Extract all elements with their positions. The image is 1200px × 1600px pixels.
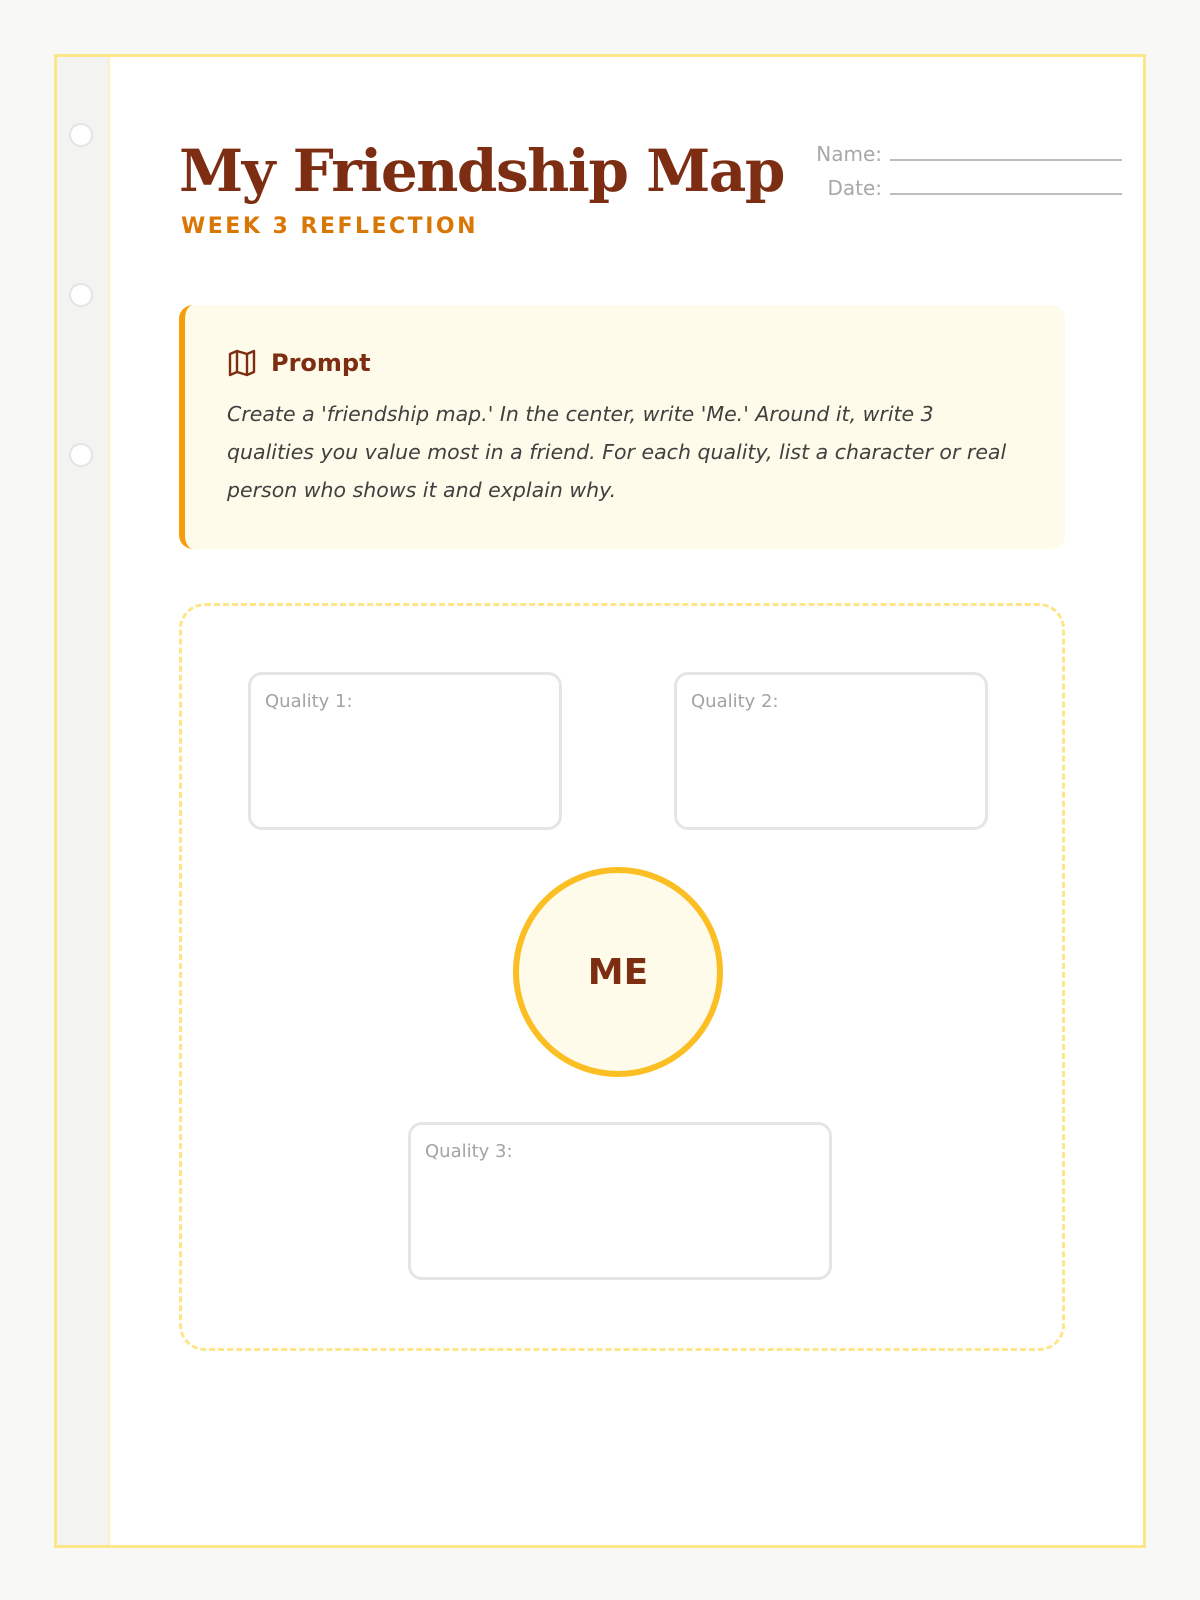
map-icon	[227, 349, 257, 377]
page-subtitle: WEEK 3 REFLECTION	[181, 214, 478, 239]
quality-label: Quality 1:	[265, 691, 353, 712]
quality-box-2[interactable]	[674, 672, 988, 830]
binder-hole	[69, 443, 93, 467]
prompt-heading: Prompt	[271, 349, 371, 377]
name-field-row	[657, 141, 1122, 175]
name-label: Name:	[816, 142, 882, 166]
quality-box-3[interactable]	[408, 1122, 832, 1280]
quality-label: Quality 2:	[691, 691, 779, 712]
quality-label: Quality 3:	[425, 1141, 513, 1162]
page-title: My Friendship Map	[179, 137, 784, 205]
binder-margin	[57, 57, 110, 1545]
worksheet-page	[54, 54, 1146, 1548]
me-circle	[513, 867, 723, 1077]
me-label: ME	[587, 951, 649, 993]
date-label: Date:	[827, 176, 882, 200]
quality-box-1[interactable]	[248, 672, 562, 830]
prompt-header	[227, 349, 371, 377]
name-field[interactable]	[890, 141, 1122, 161]
binder-hole	[69, 123, 93, 147]
prompt-text: Create a 'friendship map.' In the center, write 'Me.' Around it, write 3 qualities you value most in a friend. For each quality, list a character or real person who shows it and explain why.	[227, 402, 1007, 502]
binder-hole	[69, 283, 93, 307]
date-field[interactable]	[890, 175, 1122, 195]
friendship-map-area	[179, 603, 1065, 1351]
prompt-card	[179, 305, 1065, 549]
date-field-row	[657, 175, 1122, 209]
student-info-fields	[657, 141, 1122, 209]
